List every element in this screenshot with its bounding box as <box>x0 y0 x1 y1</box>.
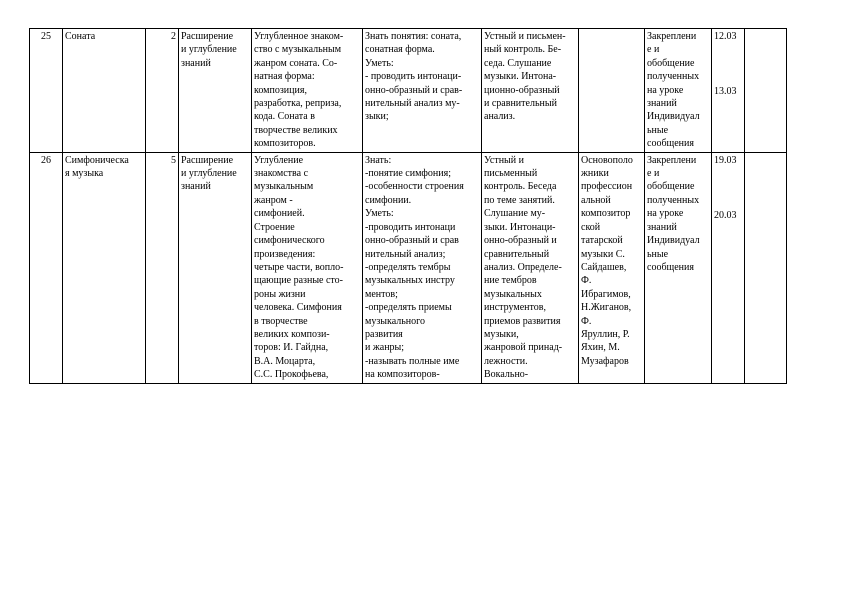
cell-text-line: полученных <box>647 194 700 206</box>
cell-text-line: Яруллин, Р. <box>581 328 630 340</box>
cell-text-line: полученных <box>647 71 700 83</box>
cell-text-line: знаний <box>181 57 211 69</box>
cell-text-line: знаний <box>647 221 677 233</box>
cell-text-line: онно-образный и срав- <box>365 84 463 96</box>
cell-text-line: онно-образный и <box>484 235 557 247</box>
cell-text-line: четыре части, вопло- <box>254 261 344 273</box>
cell-text-line: Расширение <box>181 154 234 166</box>
cell-text-line: музыкальным <box>254 181 314 193</box>
cell-text-line: музыки С. <box>581 248 625 260</box>
content-cell <box>252 152 363 383</box>
cell-text-line: Расширение <box>181 31 234 42</box>
cell-text-line: знакомства с <box>254 168 309 180</box>
cell-text-line: сообщения <box>647 138 694 150</box>
homework-cell <box>645 152 712 383</box>
cell-text-line: симфонией. <box>254 208 305 220</box>
table-row <box>30 152 787 383</box>
cell-text-line: - проводить интонаци- <box>365 71 462 83</box>
cell-text-line: музыкальных инстру <box>365 275 455 287</box>
cell-text-line: седа. Слушание <box>484 57 552 69</box>
cell-text-line: Уметь: <box>365 57 394 69</box>
control-cell <box>482 152 579 383</box>
cell-text-line: ьные <box>647 124 669 136</box>
hours-cell: 5 <box>146 152 179 383</box>
actual-date: 13.03 <box>714 86 737 98</box>
lesson-plan-table <box>29 28 787 384</box>
cell-text-line: музыкального <box>365 315 425 327</box>
planned-date: 19.03 <box>714 154 737 166</box>
cell-text-line: Ф. <box>581 315 592 327</box>
cell-text-line: ментов; <box>365 288 398 300</box>
cell-text-line: Углубление <box>254 154 304 166</box>
cell-text-line: по теме занятий. <box>484 194 555 206</box>
cell-text-line: Ф. <box>581 275 592 287</box>
cell-text-line: кода. Соната в <box>254 111 315 123</box>
actual-date: 20.03 <box>714 210 737 222</box>
cell-text-line: Знать понятия: соната, <box>365 31 462 42</box>
cell-text-line: Знать: <box>365 154 392 166</box>
regional-component-cell <box>579 152 645 383</box>
notes-cell <box>745 152 787 383</box>
cell-text-line: Соната <box>65 31 96 42</box>
cell-text-line: роны жизни <box>254 288 306 300</box>
cell-text-line: -понятие симфония; <box>365 168 451 180</box>
cell-text-line: приемов развития <box>484 315 561 327</box>
control-cell <box>482 29 579 153</box>
planned-date: 12.03 <box>714 31 737 42</box>
cell-text-line: жанром соната. Со- <box>254 57 338 69</box>
cell-text-line: произведения: <box>254 248 316 260</box>
cell-text-line: ние тембров <box>484 275 537 287</box>
cell-text-line: натная форма: <box>254 71 315 83</box>
cell-text-line: -особенности строения <box>365 181 464 193</box>
cell-text-line: и углубление <box>181 44 237 56</box>
homework-cell <box>645 29 712 153</box>
cell-text-line: Основополо <box>581 154 633 166</box>
cell-text-line: Слушание му- <box>484 208 546 220</box>
cell-text-line: лежности. <box>484 355 528 367</box>
cell-text-line: обобщение <box>647 181 695 193</box>
cell-text-line: Сайдашев, <box>581 261 627 273</box>
cell-text-line: Уметь: <box>365 208 394 220</box>
regional-component-cell <box>579 29 645 153</box>
cell-text-line: анализ. <box>484 111 516 123</box>
cell-text-line: анализ. Определе- <box>484 261 562 273</box>
cell-text-line: Симфоническа <box>65 154 129 166</box>
cell-text-line: нительный анализ; <box>365 248 446 260</box>
cell-text-line: симфонии. <box>365 194 412 206</box>
cell-text-line: жанровой принад- <box>484 342 563 354</box>
cell-text-line: человека. Симфония <box>254 302 342 314</box>
cell-text-line: великих компози- <box>254 328 330 340</box>
cell-text-line: композиция, <box>254 84 307 96</box>
date-spacer <box>714 43 742 57</box>
cell-text-line: ской <box>581 221 601 233</box>
cell-text-line: и углубление <box>181 168 237 180</box>
cell-text-line: нительный анализ му- <box>365 98 460 110</box>
cell-text-line: и сравнительный <box>484 98 557 110</box>
cell-text-line: е и <box>647 168 660 180</box>
cell-text-line: Индивидуал <box>647 235 700 247</box>
lesson-number-cell: 26 <box>30 152 63 383</box>
cell-text-line: Закреплени <box>647 31 697 42</box>
cell-text-line: письменный <box>484 168 538 180</box>
cell-text-line: контроль. Беседа <box>484 181 557 193</box>
date-spacer <box>714 167 742 181</box>
cell-text-line: -определять тембры <box>365 261 451 273</box>
cell-text-line: ционно-образный <box>484 84 560 96</box>
cell-text-line: зыки. Интонаци- <box>484 221 556 233</box>
lesson-type-cell <box>179 152 252 383</box>
cell-text-line: -определять приемы <box>365 302 452 314</box>
cell-text-line: на уроке <box>647 84 684 96</box>
dates-cell <box>712 152 745 383</box>
cell-text-line: композитор <box>581 208 631 220</box>
cell-text-line: в творчестве <box>254 315 308 327</box>
cell-text-line: симфонического <box>254 235 325 247</box>
requirements-cell <box>363 29 482 153</box>
topic-name-cell <box>63 29 146 153</box>
cell-text-line: развития <box>365 328 403 340</box>
cell-text-line: Устный и <box>484 154 524 166</box>
cell-text-line: знаний <box>181 181 211 193</box>
cell-text-line: Яхин, М. <box>581 342 620 354</box>
cell-text-line: композиторов. <box>254 138 316 150</box>
date-spacer <box>714 195 742 209</box>
lesson-number-cell: 25 <box>30 29 63 153</box>
cell-text-line: Закреплени <box>647 154 697 166</box>
lesson-type-cell <box>179 29 252 153</box>
cell-text-line: ный контроль. Бе- <box>484 44 562 56</box>
cell-text-line: жанром - <box>254 194 293 206</box>
cell-text-line: сообщения <box>647 261 694 273</box>
cell-text-line: В.А. Моцарта, <box>254 355 316 367</box>
notes-cell <box>745 29 787 153</box>
cell-text-line: и жанры; <box>365 342 405 354</box>
cell-text-line: Музафаров <box>581 355 629 367</box>
cell-text-line: е и <box>647 44 660 56</box>
cell-text-line: музыки, <box>484 328 519 340</box>
cell-text-line: Строение <box>254 221 295 233</box>
date-spacer <box>714 71 742 85</box>
cell-text-line: сонатная форма. <box>365 44 435 56</box>
date-spacer <box>714 57 742 71</box>
cell-text-line: Ибрагимов, <box>581 288 631 300</box>
cell-text-line: профессион <box>581 181 633 193</box>
cell-text-line: Н.Жиганов, <box>581 302 632 314</box>
table-row <box>30 29 787 153</box>
cell-text-line: музыкальных <box>484 288 542 300</box>
cell-text-line: разработка, реприза, <box>254 98 342 110</box>
date-spacer <box>714 181 742 195</box>
topic-name-cell <box>63 152 146 383</box>
requirements-cell <box>363 152 482 383</box>
cell-text-line: Вокально- <box>484 369 529 381</box>
cell-text-line: творчестве великих <box>254 124 338 136</box>
cell-text-line: знаний <box>647 98 677 110</box>
cell-text-line: музыки. Интона- <box>484 71 557 83</box>
hours-cell: 2 <box>146 29 179 153</box>
cell-text-line: ьные <box>647 248 669 260</box>
cell-text-line: на уроке <box>647 208 684 220</box>
cell-text-line: инструментов, <box>484 302 546 314</box>
cell-text-line: альной <box>581 194 611 206</box>
cell-text-line: Индивидуал <box>647 111 700 123</box>
table-body <box>30 29 787 384</box>
dates-cell <box>712 29 745 153</box>
cell-text-line: обобщение <box>647 57 695 69</box>
cell-text-line: -называть полные име <box>365 355 460 367</box>
cell-text-line: татарской <box>581 235 623 247</box>
cell-text-line: С.С. Прокофьева, <box>254 369 329 381</box>
cell-text-line: онно-образный и срав <box>365 235 459 247</box>
cell-text-line: торов: И. Гайдна, <box>254 342 329 354</box>
cell-text-line: на композиторов- <box>365 369 440 381</box>
cell-text-line: щающие разные сто- <box>254 275 344 287</box>
cell-text-line: жники <box>581 168 609 180</box>
cell-text-line: -проводить интонаци <box>365 221 456 233</box>
cell-text-line: зыки; <box>365 111 389 123</box>
content-cell <box>252 29 363 153</box>
cell-text-line: сравнительный <box>484 248 550 260</box>
cell-text-line: я музыка <box>65 168 104 180</box>
cell-text-line: ство с музыкальным <box>254 44 342 56</box>
cell-text-line: Устный и письмен- <box>484 31 566 42</box>
cell-text-line: Углубленное знаком- <box>254 31 344 42</box>
